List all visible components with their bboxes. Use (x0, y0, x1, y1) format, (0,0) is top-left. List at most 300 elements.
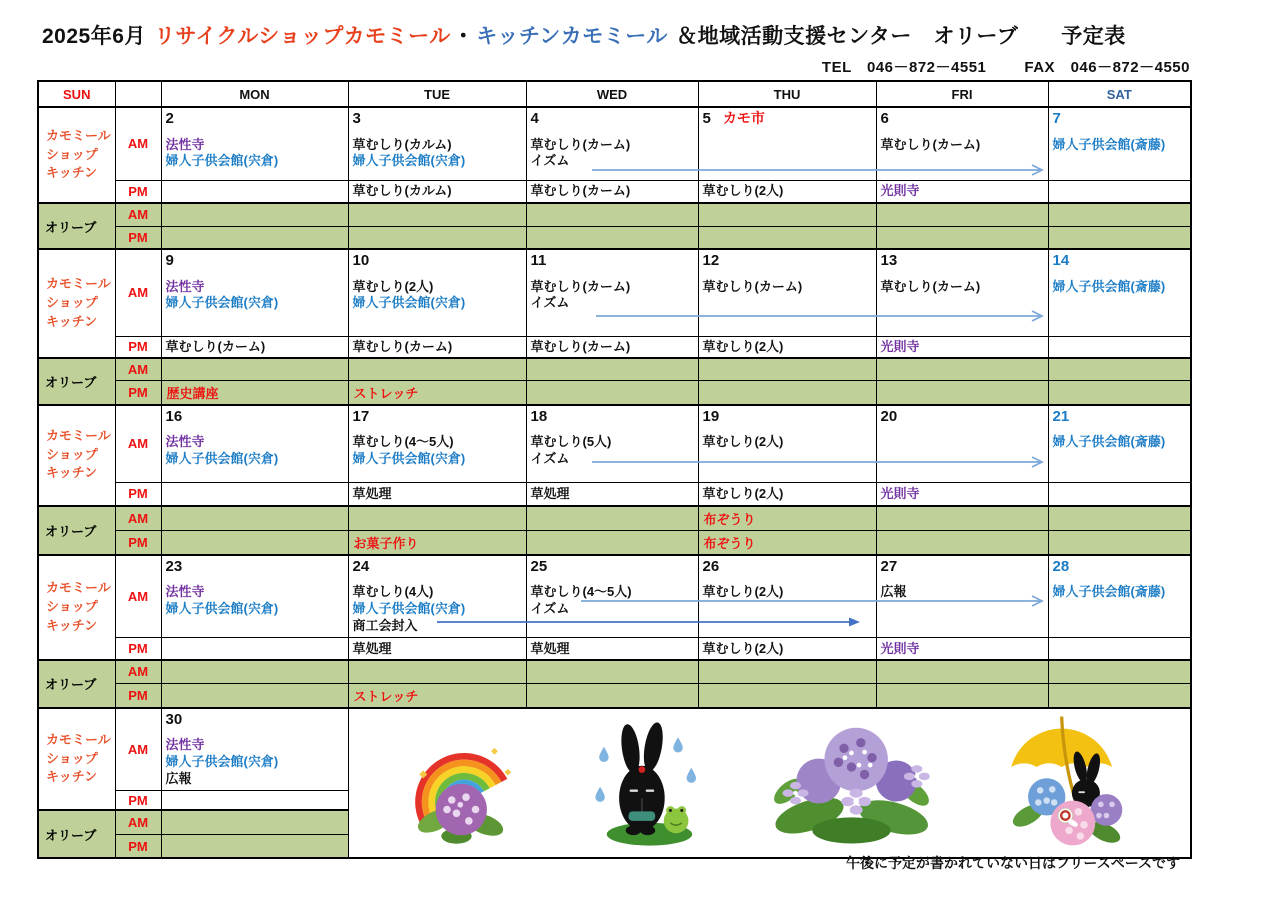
date-line-17 (353, 407, 522, 427)
contact-line (822, 56, 1190, 77)
olive-cell-20-am (876, 506, 1048, 531)
day-cell-30-am (161, 708, 348, 791)
am-label-chamomile-w2-text: AM (127, 285, 149, 301)
olive-cell-4-am (526, 203, 698, 226)
olive-cell-24-am (348, 660, 526, 683)
date-number: 10 (352, 252, 370, 269)
am-label-chamomile-w3-text: AM (127, 436, 149, 452)
day-cell-11-am (526, 249, 698, 336)
day-cell-10-pm (348, 336, 526, 358)
pm-label-chamomile-w2-text: PM (128, 339, 148, 355)
day-cell-27-am (876, 555, 1048, 638)
event-line: 草むしり(2人) (352, 278, 434, 294)
olive-cell-10-pm (348, 380, 526, 405)
event-line: 婦人子供会館(宍倉) (352, 295, 466, 311)
chamomile-label-line: ショップ (46, 446, 98, 462)
date-number: 2 (165, 110, 174, 127)
day-cell-9-am (161, 249, 348, 336)
olive-cell-12-pm (698, 380, 876, 405)
event-line: 草むしり(2人) (702, 584, 784, 599)
day-cell-23-am (161, 555, 348, 638)
am-events (166, 137, 344, 171)
section-label-olive-w5 (38, 810, 115, 858)
chamomile-label-line: カモミール (46, 731, 111, 747)
schedule-calendar-table (37, 80, 1192, 859)
am-label-olive-w4-text: AM (127, 664, 149, 680)
event-line: 草むしり(カーム) (352, 338, 453, 354)
am-label-olive-w4 (115, 660, 161, 683)
olive-cell-12-am (698, 358, 876, 380)
event-line: 法性寺 (165, 584, 205, 599)
title-month: 2025年6月 (42, 25, 146, 48)
chamomile-label-line: ショップ (46, 598, 98, 614)
event-line: 草処理 (352, 485, 392, 501)
day-cell-3-am (348, 107, 526, 180)
event-line: 婦人子供会館(宍倉) (165, 450, 279, 466)
am-label-olive-w3 (115, 506, 161, 531)
day-cell-2-am (161, 107, 348, 180)
date-line-24 (353, 557, 522, 577)
fax-number: FAX 046－872－4550 (1024, 59, 1190, 76)
calendar-grid (37, 80, 1192, 859)
olive-cell-13-pm (876, 380, 1048, 405)
event-line: 草むしり(カルム) (352, 136, 452, 152)
pm-label-olive-w2-text: PM (128, 384, 148, 400)
date-note: カモ市 (722, 110, 765, 126)
olive-cell-21-pm (1048, 530, 1191, 555)
date-line-3 (353, 109, 522, 129)
tel-number: TEL 046－872－4551 (821, 59, 987, 76)
date-number: 30 (165, 710, 183, 728)
day-cell-6-am (876, 107, 1048, 180)
date-number: 14 (1052, 252, 1070, 269)
olive-cell-16-am (161, 506, 348, 531)
section-label-olive-w1 (38, 203, 115, 249)
day-cell-20-am (876, 405, 1048, 483)
am-events (703, 584, 872, 601)
am-label-chamomile-w4 (115, 555, 161, 638)
olive-cell-14-am (1048, 358, 1191, 380)
date-number: 17 (352, 407, 370, 425)
date-number: 25 (530, 557, 548, 575)
pm-label-olive-w5 (115, 834, 161, 858)
event-line: 婦人子供会館(宍倉) (352, 600, 466, 616)
day-cell-2-pm (161, 180, 348, 203)
am-events (353, 434, 522, 468)
am-events (1053, 137, 1187, 154)
pm-label-chamomile-w4 (115, 637, 161, 660)
pm-label-chamomile-w3 (115, 483, 161, 506)
olive-cell-24-pm-text: ストレッチ (353, 688, 419, 704)
am-label-olive-w5-text: AM (127, 815, 149, 831)
footer-note: 午後に予定が書かれていない日はフリースペースです (845, 855, 1180, 871)
section-label-olive-w4 (38, 660, 115, 708)
event-line: 草むしり(カーム) (530, 278, 631, 294)
day-cell-19-am (698, 405, 876, 483)
header-day-spacer (115, 81, 161, 107)
section-label-chamomile-w5 (38, 708, 115, 811)
day-cell-24-am (348, 555, 526, 638)
date-line-25 (531, 557, 694, 577)
day-cell-14-pm (1048, 336, 1191, 358)
pm-label-olive-w3-text: PM (128, 534, 148, 550)
chamomile-label-line: キッチン (46, 313, 98, 329)
olive-cell-5-am (698, 203, 876, 226)
pm-label-chamomile-w5 (115, 790, 161, 810)
section-label-olive-w5-text: オリーブ (45, 827, 97, 843)
event-line: 草処理 (530, 485, 570, 501)
am-events (703, 434, 872, 451)
date-number: 12 (702, 252, 720, 269)
date-line-28 (1053, 557, 1187, 577)
am-events (166, 584, 344, 618)
am-events (531, 434, 694, 468)
am-events (531, 137, 694, 171)
day-cell-20-pm (876, 483, 1048, 506)
header-day-SAT-text: SAT (1106, 86, 1132, 102)
am-events (353, 137, 522, 171)
chamomile-label-line: カモミール (46, 427, 111, 443)
am-label-chamomile-w2 (115, 249, 161, 336)
header-day-WED (526, 81, 698, 107)
section-label-olive-w4-text: オリーブ (45, 677, 97, 693)
section-label-olive-w3-text: オリーブ (45, 523, 97, 539)
chamomile-label-line: キッチン (46, 165, 98, 181)
day-cell-25-pm (526, 637, 698, 660)
olive-cell-30-am (161, 810, 348, 834)
chamomile-label-line: キッチン (46, 769, 98, 785)
date-line-19 (703, 407, 872, 427)
event-line: 婦人子供会館(宍倉) (165, 754, 279, 770)
chamomile-label-line: カモミール (46, 580, 111, 596)
date-line-4 (531, 109, 694, 129)
event-line: 婦人子供会館(宍倉) (165, 153, 279, 169)
date-number: 9 (165, 252, 174, 269)
date-number: 23 (165, 557, 183, 575)
day-cell-10-am (348, 249, 526, 336)
event-line: 婦人子供会館(斎藤) (1052, 434, 1166, 449)
date-line-16 (166, 407, 344, 427)
header-day-FRI (876, 81, 1048, 107)
section-label-olive-w1-text: オリーブ (45, 219, 97, 235)
olive-cell-10-pm-text: ストレッチ (353, 385, 419, 401)
event-line: 草むしり(2人) (702, 338, 784, 354)
olive-cell-3-pm (348, 226, 526, 249)
day-cell-16-pm (161, 483, 348, 506)
event-line: 草むしり(4～5人) (352, 434, 454, 449)
olive-cell-25-pm (526, 683, 698, 708)
am-events (353, 584, 522, 635)
olive-cell-30-pm (161, 834, 348, 858)
day-cell-18-pm (526, 483, 698, 506)
chamomile-label-line: カモミール (46, 127, 111, 143)
olive-cell-9-pm (161, 380, 348, 405)
date-number: 3 (352, 110, 361, 127)
title-rest: ＆地域活動支援センター オリーブ 予定表 (676, 25, 1126, 48)
pm-label-chamomile-w1-text: PM (128, 183, 148, 199)
chamomile-label-line: キッチン (46, 465, 98, 481)
am-label-chamomile-w4-text: AM (127, 588, 149, 604)
day-cell-11-pm (526, 336, 698, 358)
olive-cell-18-pm (526, 530, 698, 555)
am-events (1053, 434, 1187, 451)
am-events (531, 584, 694, 618)
date-number: 20 (880, 407, 898, 425)
event-line: イズム (530, 600, 570, 616)
event-line: 法性寺 (165, 136, 205, 152)
am-label-chamomile-w5 (115, 708, 161, 791)
event-line: 草むしり(カルム) (352, 183, 452, 199)
olive-cell-27-am (876, 660, 1048, 683)
olive-cell-11-pm (526, 380, 698, 405)
olive-cell-7-pm (1048, 226, 1191, 249)
day-cell-5-pm (698, 180, 876, 203)
day-cell-4-am (526, 107, 698, 180)
pm-label-chamomile-w2 (115, 336, 161, 358)
section-label-chamomile-w1 (38, 107, 115, 203)
olive-cell-6-pm (876, 226, 1048, 249)
event-line: 草むしり(5人) (530, 434, 612, 449)
chamomile-label-line: カモミール (46, 276, 111, 292)
event-line: 草むしり(カーム) (530, 338, 631, 354)
olive-cell-19-pm (698, 530, 876, 555)
event-line: 法性寺 (165, 278, 205, 294)
day-cell-23-pm (161, 637, 348, 660)
umbrella-rabbit-illustration (997, 711, 1130, 856)
chamomile-label-line: ショップ (46, 146, 98, 162)
am-label-olive-w1 (115, 203, 161, 226)
date-line-26 (703, 557, 872, 577)
olive-cell-26-am (698, 660, 876, 683)
am-events (166, 737, 344, 788)
day-cell-12-pm (698, 336, 876, 358)
chamomile-label-line: ショップ (46, 295, 98, 311)
header-day-WED-text: WED (596, 86, 628, 102)
section-label-chamomile-w2 (38, 249, 115, 358)
date-line-30 (166, 710, 344, 730)
event-line: 草むしり(カーム) (530, 136, 631, 152)
date-line-20 (881, 407, 1044, 427)
day-cell-4-pm (526, 180, 698, 203)
date-number: 4 (530, 110, 539, 127)
day-cell-7-am (1048, 107, 1191, 180)
date-number: 11 (530, 252, 547, 269)
day-cell-27-pm (876, 637, 1048, 660)
event-line: 婦人子供会館(斎藤) (1052, 278, 1166, 294)
event-line: 草むしり(カーム) (880, 136, 981, 152)
day-cell-21-pm (1048, 483, 1191, 506)
title-recycle-shop: リサイクルショップカモミール (154, 25, 451, 48)
am-events (1053, 584, 1187, 601)
day-cell-5-am (698, 107, 876, 180)
olive-cell-17-pm (348, 530, 526, 555)
am-events (166, 279, 344, 313)
header-day-SAT (1048, 81, 1191, 107)
olive-cell-24-pm (348, 683, 526, 708)
chamomile-label-line: ショップ (46, 750, 98, 766)
event-line: 婦人子供会館(宍倉) (352, 450, 466, 466)
date-number: 28 (1052, 557, 1070, 575)
pm-label-chamomile-w3-text: PM (128, 486, 148, 502)
event-line: 草むしり(カーム) (165, 338, 266, 354)
olive-cell-19-pm-text: 布ぞうり (703, 535, 756, 551)
date-number: 26 (702, 557, 720, 575)
date-number: 16 (165, 407, 183, 425)
event-line: 草むしり(カーム) (702, 278, 803, 294)
day-cell-12-am (698, 249, 876, 336)
day-cell-30-pm (161, 790, 348, 810)
olive-cell-21-am (1048, 506, 1191, 531)
pm-label-olive-w4 (115, 683, 161, 708)
olive-cell-23-pm (161, 683, 348, 708)
date-number: 21 (1052, 407, 1070, 425)
date-number: 19 (702, 407, 720, 425)
header-day-TUE (348, 81, 526, 107)
olive-cell-23-am (161, 660, 348, 683)
day-cell-21-am (1048, 405, 1191, 483)
am-events (881, 584, 1044, 601)
am-events (353, 279, 522, 313)
am-events (1053, 279, 1187, 296)
date-number: 5 (702, 110, 711, 127)
date-number: 18 (530, 407, 548, 425)
day-cell-13-am (876, 249, 1048, 336)
date-line-11 (531, 251, 694, 271)
date-number: 24 (352, 557, 370, 575)
pm-label-olive-w4-text: PM (128, 687, 148, 703)
day-cell-19-pm (698, 483, 876, 506)
day-cell-18-am (526, 405, 698, 483)
olive-cell-20-pm (876, 530, 1048, 555)
am-events (881, 137, 1044, 154)
date-line-27 (881, 557, 1044, 577)
olive-cell-13-am (876, 358, 1048, 380)
event-line: 光則寺 (880, 640, 920, 656)
am-events (166, 434, 344, 468)
event-line: 婦人子供会館(斎藤) (1052, 136, 1166, 152)
olive-cell-4-pm (526, 226, 698, 249)
header-day-THU-text: THU (773, 86, 801, 102)
am-label-chamomile-w5-text: AM (127, 741, 149, 757)
day-cell-14-am (1048, 249, 1191, 336)
date-line-14 (1053, 251, 1187, 271)
section-label-olive-w2-text: オリーブ (45, 374, 97, 390)
event-line: 草むしり(2人) (702, 485, 784, 501)
olive-cell-10-am (348, 358, 526, 380)
pm-label-chamomile-w4-text: PM (128, 640, 148, 656)
am-label-olive-w2 (115, 358, 161, 380)
header-day-TUE-text: TUE (424, 86, 450, 102)
date-line-7 (1053, 109, 1187, 129)
date-number: 27 (880, 557, 898, 575)
rabbit-frog-illustration (583, 711, 707, 856)
am-label-olive-w3-text: AM (127, 510, 149, 526)
day-cell-3-pm (348, 180, 526, 203)
event-line: 広報 (165, 770, 192, 786)
am-events (881, 279, 1044, 296)
day-cell-9-pm (161, 336, 348, 358)
event-line: 法性寺 (165, 434, 205, 449)
day-cell-13-pm (876, 336, 1048, 358)
am-label-olive-w2-text: AM (127, 361, 149, 377)
pm-label-chamomile-w5-text: PM (128, 792, 148, 808)
pm-label-chamomile-w1 (115, 180, 161, 203)
event-line: 光則寺 (880, 183, 920, 199)
date-line-10 (353, 251, 522, 271)
event-line: 商工会封入 (352, 617, 418, 633)
date-line-13 (881, 251, 1044, 271)
event-line: 法性寺 (165, 737, 205, 753)
event-line: 光則寺 (880, 485, 920, 501)
olive-cell-26-pm (698, 683, 876, 708)
olive-cell-27-pm (876, 683, 1048, 708)
date-line-23 (166, 557, 344, 577)
am-label-chamomile-w3 (115, 405, 161, 483)
illustrations-row (349, 711, 1191, 856)
olive-cell-2-am (161, 203, 348, 226)
hydrangea-illustration (766, 711, 937, 856)
olive-cell-9-pm-text: 歴史講座 (166, 385, 219, 401)
date-number: 7 (1052, 110, 1061, 127)
day-cell-28-am (1048, 555, 1191, 638)
olive-cell-2-pm (161, 226, 348, 249)
day-cell-26-pm (698, 637, 876, 660)
pm-label-olive-w5-text: PM (128, 838, 148, 854)
pm-label-olive-w1 (115, 226, 161, 249)
section-label-olive-w3 (38, 506, 115, 555)
rainbow-hydrangea-illustration (409, 711, 523, 856)
event-line: 草処理 (530, 640, 570, 656)
olive-cell-3-am (348, 203, 526, 226)
date-number: 6 (880, 110, 889, 127)
date-line-18 (531, 407, 694, 427)
event-line: 婦人子供会館(宍倉) (352, 153, 466, 169)
olive-cell-28-am (1048, 660, 1191, 683)
event-line: 光則寺 (880, 338, 920, 354)
date-line-21 (1053, 407, 1187, 427)
olive-cell-25-am (526, 660, 698, 683)
am-label-chamomile-w1-text: AM (127, 136, 149, 152)
page-title (42, 20, 1128, 50)
olive-cell-28-pm (1048, 683, 1191, 708)
olive-cell-18-am (526, 506, 698, 531)
date-line-9 (166, 251, 344, 271)
event-line: イズム (530, 450, 570, 466)
event-line: 草むしり(4～5人) (530, 584, 632, 599)
header-day-SUN (38, 81, 115, 107)
event-line: 婦人子供会館(宍倉) (165, 295, 279, 311)
section-label-chamomile-w3 (38, 405, 115, 506)
event-line: イズム (530, 153, 570, 169)
day-cell-7-pm (1048, 180, 1191, 203)
date-line-6 (881, 109, 1044, 129)
am-events (703, 279, 872, 296)
olive-cell-7-am (1048, 203, 1191, 226)
section-label-olive-w2 (38, 358, 115, 405)
event-line: 草むしり(2人) (702, 640, 784, 656)
header-day-SUN-text: SUN (63, 86, 91, 102)
olive-cell-5-pm (698, 226, 876, 249)
header-day-FRI-text: FRI (951, 86, 973, 102)
chamomile-label-line: キッチン (46, 617, 98, 633)
olive-cell-19-am-text: 布ぞうり (703, 511, 756, 527)
event-line: 草むしり(2人) (702, 183, 784, 199)
am-events (531, 279, 694, 313)
event-line: 婦人子供会館(宍倉) (165, 600, 279, 616)
date-line-5 (703, 109, 872, 129)
day-cell-26-am (698, 555, 876, 638)
day-cell-16-am (161, 405, 348, 483)
